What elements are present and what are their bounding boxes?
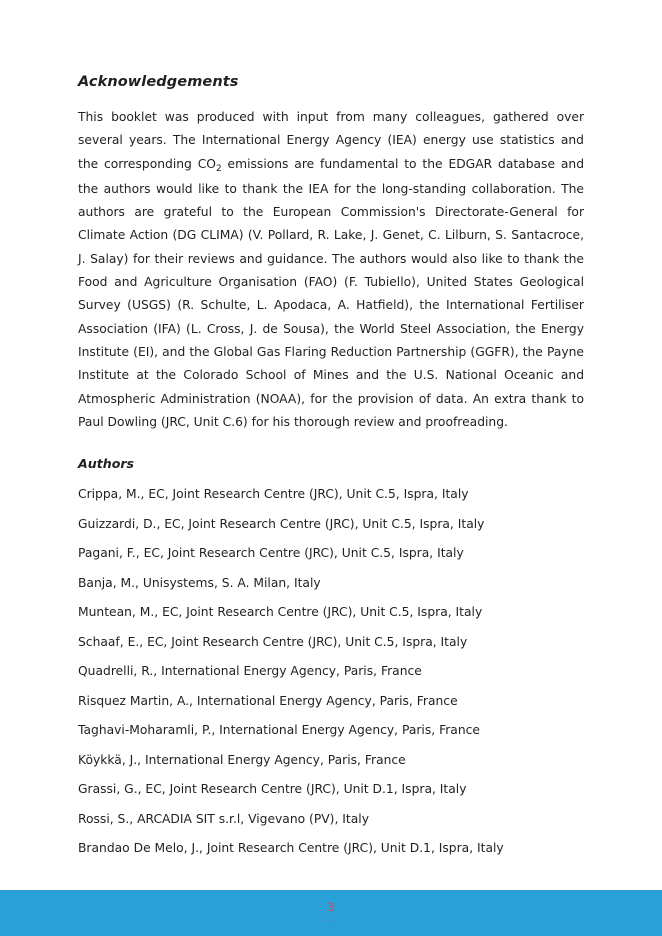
page-number-dot: . — [329, 914, 333, 924]
list-item: Risquez Martin, A., International Energy Agency, Paris, France — [78, 693, 458, 708]
list-item: Guizzardi, D., EC, Joint Research Centre (JRC), Unit C.5, Ispra, Italy — [78, 516, 485, 531]
authors-list — [78, 487, 584, 856]
list-item: Muntean, M., EC, Joint Research Centre (JRC), Unit C.5, Ispra, Italy — [78, 605, 483, 620]
page-title: Acknowledgements — [78, 74, 239, 90]
list-item: Grassi, G., EC, Joint Research Centre (JRC), Unit D.1, Ispra, Italy — [78, 782, 467, 797]
list-item: Taghavi-Moharamli, P., International Energy Agency, Paris, France — [78, 723, 480, 738]
co2-subscript: 2 — [215, 163, 222, 174]
list-item: Pagani, F., EC, Joint Research Centre (JRC), Unit C.5, Ispra, Italy — [78, 546, 464, 561]
paragraph-text-part1: This booklet was produced with input from many colleagues, gathered over several years. The International Energy Agency (IEA) energy use statistics and the corresponding CO — [78, 110, 584, 171]
list-item: Banja, M., Unisystems, S. A. Milan, Italy — [78, 575, 321, 590]
acknowledgements-paragraph — [78, 106, 584, 434]
list-item: Brandao De Melo, J., Joint Research Centre (JRC), Unit D.1, Ispra, Italy — [78, 841, 504, 856]
paragraph-text-part2: emissions are fundamental to the EDGAR database and the authors would like to thank the IEA for the long-standing collaboration. The authors are grateful to the European Commission's Directorate-General for Climate Action (DG CLIMA) (V. Pollard, R. Lake, J. Genet, C. Lilburn, S. Santacroce, J. Salay) for their reviews and guidance. The authors would also like to thank the Food and Agriculture Organisation (FAO) (F. Tubiello), United States Geological Survey (USGS) (R. Schulte, L. Apodaca, A. Hatfield), the International Fertiliser Association (IFA) (L. Cross, J. de Sousa), the World Steel Association, the Energy Institute (EI), and the Global Gas Flaring Reduction Partnership (GGFR), the Payne Institute at the Colorado School of Mines and the U.S. National Oceanic and Atmospheric Administration (NOAA), for the provision of data. An extra thank to Paul Dowling (JRC, Unit C.6) for his thorough review and proofreading. — [78, 156, 585, 429]
list-item: Quadrelli, R., International Energy Agency, Paris, France — [78, 664, 422, 679]
list-item: Köykkä, J., International Energy Agency, Paris, France — [78, 752, 406, 767]
list-item: Rossi, S., ARCADIA SIT s.r.l, Vigevano (PV), Italy — [78, 811, 369, 826]
list-item: Schaaf, E., EC, Joint Research Centre (JRC), Unit C.5, Ispra, Italy — [78, 634, 468, 649]
page-number: 3 — [327, 901, 335, 914]
page-content — [78, 74, 584, 871]
authors-heading: Authors — [78, 456, 135, 472]
list-item: Crippa, M., EC, Joint Research Centre (JRC), Unit C.5, Ispra, Italy — [78, 487, 469, 502]
